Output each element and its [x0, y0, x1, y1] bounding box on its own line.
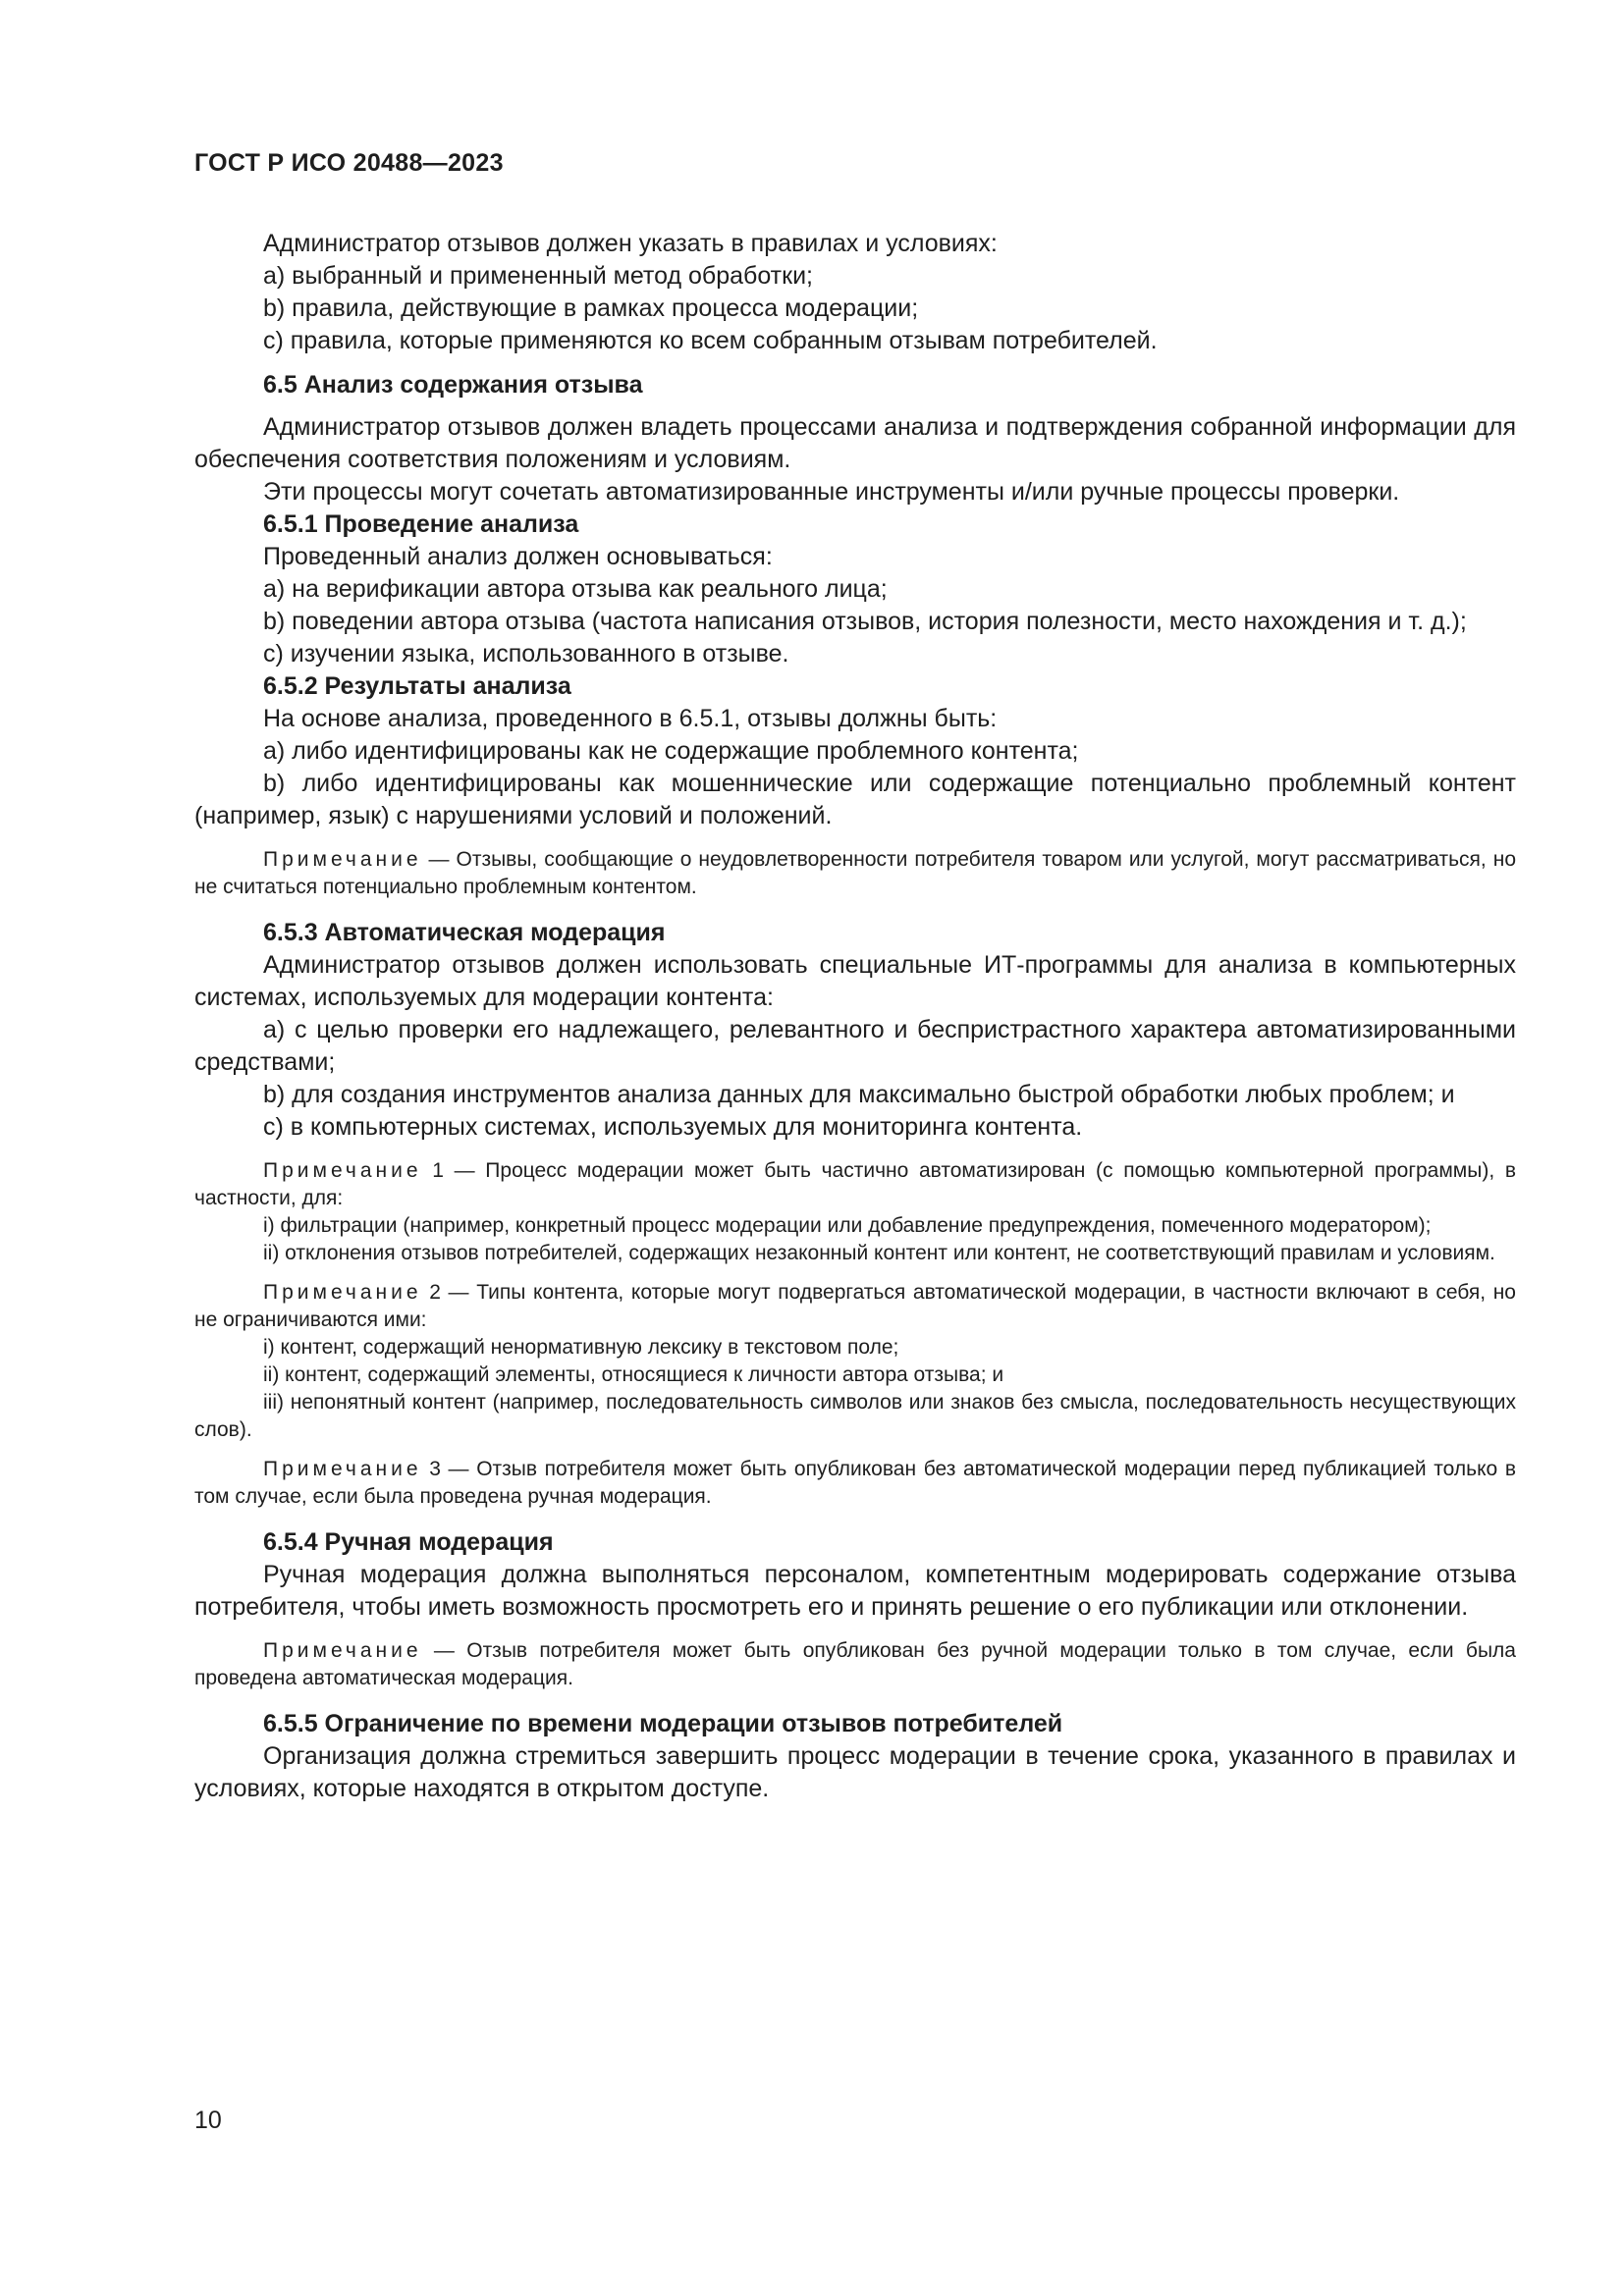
list-item: b) правила, действующие в рамках процесса модерации; — [263, 294, 919, 322]
note — [194, 1637, 1516, 1692]
note — [194, 846, 1516, 901]
note-3 — [194, 1456, 1516, 1511]
note-text: 1 — Процесс модерации может быть частично автоматизирован (с помощью компьютерной программы), в частности, для: — [194, 1159, 1516, 1209]
note-text: 2 — Типы контента, которые могут подвергаться автоматической модерации, в частности включают в себя, но не ограничиваются ими: — [194, 1281, 1516, 1331]
list-item: b) поведении автора отзыва (частота написания отзывов, история полезности, место нахождения и т. д.); — [263, 608, 1467, 635]
list-item: a) либо идентифицированы как не содержащие проблемного контента; — [263, 737, 1079, 765]
paragraph: Организация должна стремиться завершить процесс модерации в течение срока, указанного в правилах и условиях, которые находятся в открытом доступе. — [194, 1742, 1516, 1802]
note-2 — [194, 1279, 1516, 1444]
page-number: 10 — [194, 2107, 222, 2134]
note-label: Примечание — [263, 1159, 422, 1182]
section-heading-6-5-1: 6.5.1 Проведение анализа — [263, 510, 579, 538]
list-item: c) правила, которые применяются ко всем собранным отзывам потребителей. — [263, 327, 1158, 354]
paragraph: Администратор отзывов должен использовать специальные ИТ-программы для анализа в компьютерных системах, используемых для модерации контента: — [194, 951, 1516, 1011]
paragraph: На основе анализа, проведенного в 6.5.1, отзывы должны быть: — [263, 705, 998, 732]
note-1 — [194, 1157, 1516, 1267]
paragraph: Администратор отзывов должен владеть процессами анализа и подтверждения собранной информации для обеспечения соответствия положениям и условиям. — [194, 413, 1516, 473]
note-text: — Отзыв потребителя может быть опубликован без ручной модерации только в том случае, если была проведена автоматическая модерация. — [194, 1639, 1516, 1689]
note-label: Примечание — [263, 848, 422, 871]
section-heading-6-5: 6.5 Анализ содержания отзыва — [263, 371, 643, 399]
note-list-item: iii) непонятный контент (например, последовательность символов или знаков без смысла, последовательность несуществующих слов). — [194, 1391, 1516, 1441]
list-item: c) в компьютерных системах, используемых для мониторинга контента. — [263, 1113, 1083, 1141]
section-heading-6-5-4: 6.5.4 Ручная модерация — [263, 1528, 554, 1556]
note-list-item: i) контент, содержащий ненормативную лексику в текстовом поле; — [263, 1336, 899, 1359]
note-list-item: i) фильтрации (например, конкретный процесс модерации или добавление предупреждения, помеченного модератором); — [263, 1214, 1432, 1237]
note-label: Примечание — [263, 1639, 422, 1662]
list-item: c) изучении языка, использованного в отзыве. — [263, 640, 789, 667]
list-item: a) выбранный и примененный метод обработки; — [263, 262, 813, 290]
section-heading-6-5-2: 6.5.2 Результаты анализа — [263, 672, 571, 700]
note-list-item: ii) отклонения отзывов потребителей, содержащих незаконный контент или контент, не соответствующий правилам и условиям. — [263, 1242, 1495, 1264]
section-heading-6-5-3: 6.5.3 Автоматическая модерация — [263, 919, 666, 946]
paragraph: Администратор отзывов должен указать в правилах и условиях: — [263, 230, 998, 257]
paragraph: Эти процессы могут сочетать автоматизированные инструменты и/или ручные процессы проверки. — [263, 478, 1400, 506]
list-item: a) с целью проверки его надлежащего, релевантного и беспристрастного характера автоматизированными средствами; — [194, 1016, 1516, 1076]
list-item: a) на верификации автора отзыва как реального лица; — [263, 575, 888, 603]
page-content — [194, 228, 1516, 1805]
note-label: Примечание — [263, 1458, 422, 1480]
note-text: 3 — Отзыв потребителя может быть опубликован без автоматической модерации перед публикацией только в том случае, если была проведена ручная модерация. — [194, 1458, 1516, 1508]
paragraph: Проведенный анализ должен основываться: — [263, 543, 773, 570]
document-header: ГОСТ Р ИСО 20488—2023 — [194, 149, 504, 177]
section-heading-6-5-5: 6.5.5 Ограничение по времени модерации отзывов потребителей — [263, 1710, 1063, 1737]
paragraph: Ручная модерация должна выполняться персоналом, компетентным модерировать содержание отзыва потребителя, чтобы иметь возможность просмотреть его и принять решение о его публикации или отклонении. — [194, 1561, 1516, 1621]
list-item: b) либо идентифицированы как мошеннические или содержащие потенциально проблемный контент (например, язык) с нарушениями условий и положений. — [194, 770, 1516, 829]
note-text: — Отзывы, сообщающие о неудовлетворенности потребителя товаром или услугой, могут рассматриваться, но не считаться потенциально проблемным контентом. — [194, 848, 1516, 898]
note-list-item: ii) контент, содержащий элементы, относящиеся к личности автора отзыва; и — [263, 1363, 1004, 1386]
list-item: b) для создания инструментов анализа данных для максимально быстрой обработки любых проблем; и — [263, 1081, 1455, 1108]
note-label: Примечание — [263, 1281, 422, 1304]
